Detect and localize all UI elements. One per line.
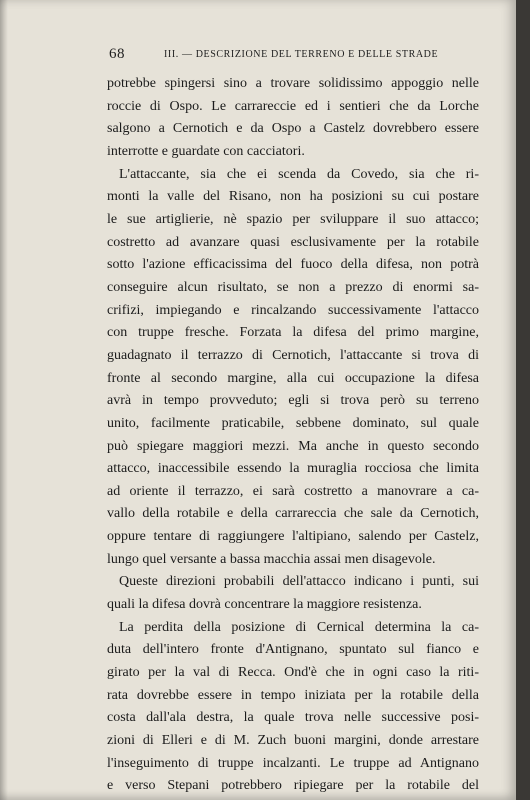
page-number: 68 bbox=[109, 46, 125, 62]
text-line: attacco, inaccessibile essendo la muraglia rocciosa che limita bbox=[107, 461, 479, 477]
text-line: potrebbe spingersi sino a trovare solidissimo appoggio nelle bbox=[107, 76, 479, 91]
text-line: crifizi, impiegando e rincalzando successivamente l'attacco bbox=[107, 302, 479, 318]
text-line: monti la valle del Risano, non ha posizioni su cui postare bbox=[107, 189, 479, 205]
running-head: III. — DESCRIZIONE DEL TERRENO E DELLE STRADE bbox=[164, 49, 439, 60]
body-text bbox=[107, 73, 479, 798]
text-line: girato per la val di Recca. Ond'è che in ogni caso la riti- bbox=[107, 665, 479, 681]
text-line: costa dall'ala destra, la quale trova nelle successive posi- bbox=[107, 710, 479, 726]
text-line: sotto l'azione efficacissima del fuoco della difesa, non potrà bbox=[107, 257, 479, 273]
text-line: La perdita della posizione di Cernical determina la ca- bbox=[119, 619, 479, 635]
text-line: quali la difesa dovrà concentrare la maggiore resistenza. bbox=[107, 597, 422, 613]
text-line: guadagnato il terrazzo di Cernotich, l'attaccante si trova di bbox=[107, 347, 479, 363]
text-line: le sue artiglierie, nè spazio per sviluppare il suo attacco; bbox=[107, 211, 479, 227]
text-line: L'attaccante, sia che ei scenda da Covedo, sia che ri- bbox=[119, 166, 479, 182]
text-line: vallo della rotabile e della carrareccia che sale da Cernotich, bbox=[107, 506, 479, 522]
text-line: e verso Stepani potrebbero ripiegare per la rotabile del bbox=[107, 778, 479, 794]
text-line: avrà in tempo provveduto; egli si trova però su terreno bbox=[107, 393, 479, 409]
text-line: può spiegare maggiori mezzi. Ma anche in questo secondo bbox=[107, 438, 479, 454]
text-line: duta dell'intero fronte d'Antignano, spuntato sul fianco e bbox=[107, 642, 479, 658]
text-line: unito, facilmente praticabile, sebbene dominato, sul quale bbox=[107, 415, 479, 431]
text-line: zioni di Elleri e di M. Zuch buoni margini, donde arrestare bbox=[107, 733, 479, 749]
text-line: Queste direzioni probabili dell'attacco indicano i punti, sui bbox=[119, 574, 479, 590]
text-line: con truppe fresche. Forzata la difesa del primo margine, bbox=[107, 325, 479, 341]
text-line: fronte al secondo margine, alla cui occupazione la difesa bbox=[107, 370, 479, 386]
page-header bbox=[109, 46, 479, 66]
text-line: salgono a Cernotich e da Ospo a Castelz dovrebbero essere bbox=[107, 121, 479, 137]
text-line: interrotte e guardate con cacciatori. bbox=[107, 143, 305, 159]
text-line: l'inseguimento di truppe incalzanti. Le truppe ad Antignano bbox=[107, 755, 479, 771]
text-line: roccie di Ospo. Le carrareccie ed i sentieri che da Lorche bbox=[107, 98, 479, 114]
text-line: conseguire alcun risultato, se non a prezzo di enormi sa- bbox=[107, 279, 479, 295]
page-gutter-shadow bbox=[0, 0, 8, 800]
text-line: rata dovrebbe essere in tempo iniziata per la rotabile della bbox=[107, 687, 479, 703]
text-line: costretto ad avanzare quasi esclusivamente per la rotabile bbox=[107, 234, 479, 250]
text-line: lungo quel versante a bassa macchia assai men disagevole. bbox=[107, 551, 436, 567]
text-line: oppure tentare di raggiungere l'altipiano, salendo per Castelz, bbox=[107, 529, 479, 545]
text-line: ad oriente il terrazzo, ei sarà costretto a manovrare a ca- bbox=[107, 483, 479, 499]
